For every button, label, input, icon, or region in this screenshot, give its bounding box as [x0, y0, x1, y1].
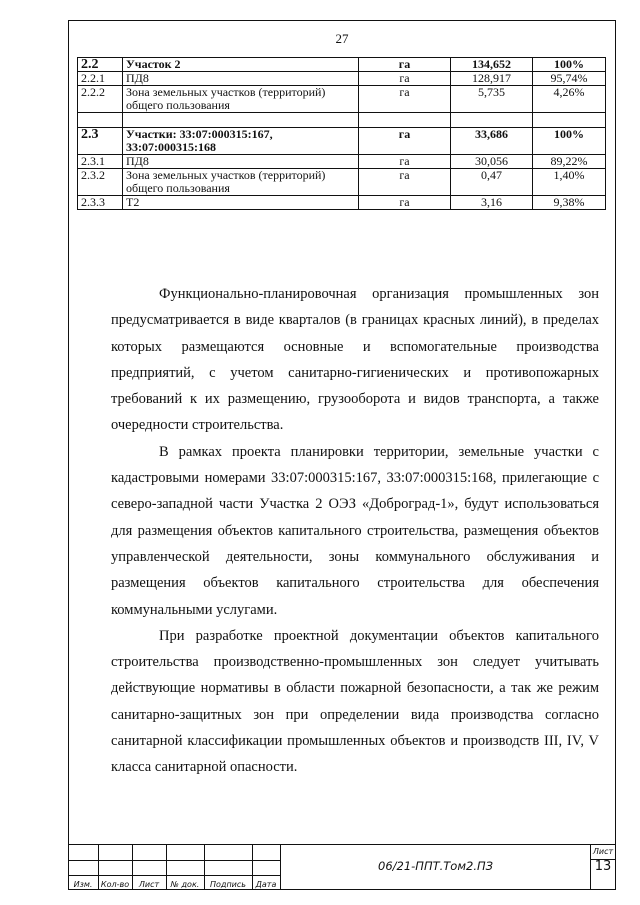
table-cell-unit: га [359, 128, 451, 155]
table-cell-unit: га [359, 86, 451, 113]
table-cell-num [78, 113, 123, 128]
table-cell-num: 2.3.3 [78, 196, 123, 210]
table-cell-unit: га [359, 169, 451, 196]
table-cell-name: Участки: 33:07:000315:167, 33:07:000315:168 [123, 128, 359, 155]
table-cell-area: 134,652 [451, 58, 533, 72]
sheet-label: Лист [591, 845, 615, 860]
table-cell-unit: га [359, 155, 451, 169]
table-cell-unit [359, 113, 451, 128]
table-cell-num: 2.2.2 [78, 86, 123, 113]
table-row [78, 155, 606, 169]
paragraph: Функционально-планировочная организация промышленных зон предусматривается в виде кварталов (в границах красных линий), в пределах которых размещаются основные и вспомогательные производства предприятий, с учетом санитарно-гигиенических и противопожарных требований к их размещению, грузооборота и видов транспорта, а также очередности строительства. [111, 286, 599, 434]
stamp-label-signature: Подпись [210, 880, 246, 889]
table-row [78, 169, 606, 196]
table-cell-area: 0,47 [451, 169, 533, 196]
body-text [111, 281, 599, 781]
table-section-row [78, 58, 606, 72]
stamp-label-sheet: Лист [138, 880, 160, 889]
table-cell-pct: 9,38% [533, 196, 606, 210]
table-cell-area: 5,735 [451, 86, 533, 113]
table-cell-area: 3,16 [451, 196, 533, 210]
table-cell-num: 2.3.2 [78, 169, 123, 196]
sheet-number: 13 [594, 859, 612, 874]
table-section-row [78, 128, 606, 155]
table-cell-unit: га [359, 58, 451, 72]
table-row [78, 72, 606, 86]
title-block [68, 844, 615, 890]
table-cell-pct: 95,74% [533, 72, 606, 86]
table-cell-area: 128,917 [451, 72, 533, 86]
table-cell-pct: 1,40% [533, 169, 606, 196]
table-cell-area [451, 113, 533, 128]
sheet-box [590, 845, 615, 890]
stamp-label-doc: № док. [170, 880, 200, 889]
table-cell-pct [533, 113, 606, 128]
table-cell-area: 30,056 [451, 155, 533, 169]
table-cell-pct: 100% [533, 58, 606, 72]
paragraph: При разработке проектной документации объектов капитального строительства производственно-промышленных зон следует учитывать действующие нормативы в области пожарной безопасности, а так же режим санитарно-защитных зон при определении вида производства согласно санитарной классификации промышленных объектов и производств III, IV, V класса санитарной опасности. [111, 627, 599, 776]
table-cell-pct: 89,22% [533, 155, 606, 169]
stamp-label-count: Кол-во [100, 880, 130, 889]
table-cell-name: ПД8 [123, 155, 359, 169]
table-spacer-row [78, 113, 606, 128]
revision-grid [68, 845, 281, 890]
table-cell-name [123, 113, 359, 128]
table-row [78, 196, 606, 210]
table-cell-num: 2.2.1 [78, 72, 123, 86]
table-cell-num: 2.3 [78, 128, 123, 155]
page-frame [68, 20, 616, 890]
table-cell-pct: 4,26% [533, 86, 606, 113]
table-cell-name: Зона земельных участков (территорий) общего пользования [123, 169, 359, 196]
table-cell-name: Зона земельных участков (территорий) общего пользования [123, 86, 359, 113]
table-cell-unit: га [359, 72, 451, 86]
table-cell-num: 2.3.1 [78, 155, 123, 169]
table-cell-name: ПД8 [123, 72, 359, 86]
table-cell-num: 2.2 [78, 58, 123, 72]
table-cell-area: 33,686 [451, 128, 533, 155]
table-cell-pct: 100% [533, 128, 606, 155]
paragraph: В рамках проекта планировки территории, земельные участки с кадастровыми номерами 33:07:000315:167, 33:07:000315:168, прилегающие с северо-западной части Участка 2 ОЭЗ «Доброград-1», будут использоваться для размещения объектов капитального строительства, размещения объектов управленческой деятельности, зоны коммунального обслуживания и размещения объектов капитального строительства для обеспечения коммунальными услугами. [111, 443, 599, 618]
table-cell-name: Т2 [123, 196, 359, 210]
document-code: 06/21-ППТ.Том2.ПЗ [378, 859, 493, 873]
stamp-label-date: Дата [255, 880, 277, 889]
stamp-label-change: Изм. [73, 880, 93, 889]
page-number: 27 [335, 31, 349, 46]
table-cell-unit: га [359, 196, 451, 210]
table-cell-name: Участок 2 [123, 58, 359, 72]
area-table [77, 57, 606, 210]
table-row [78, 86, 606, 113]
